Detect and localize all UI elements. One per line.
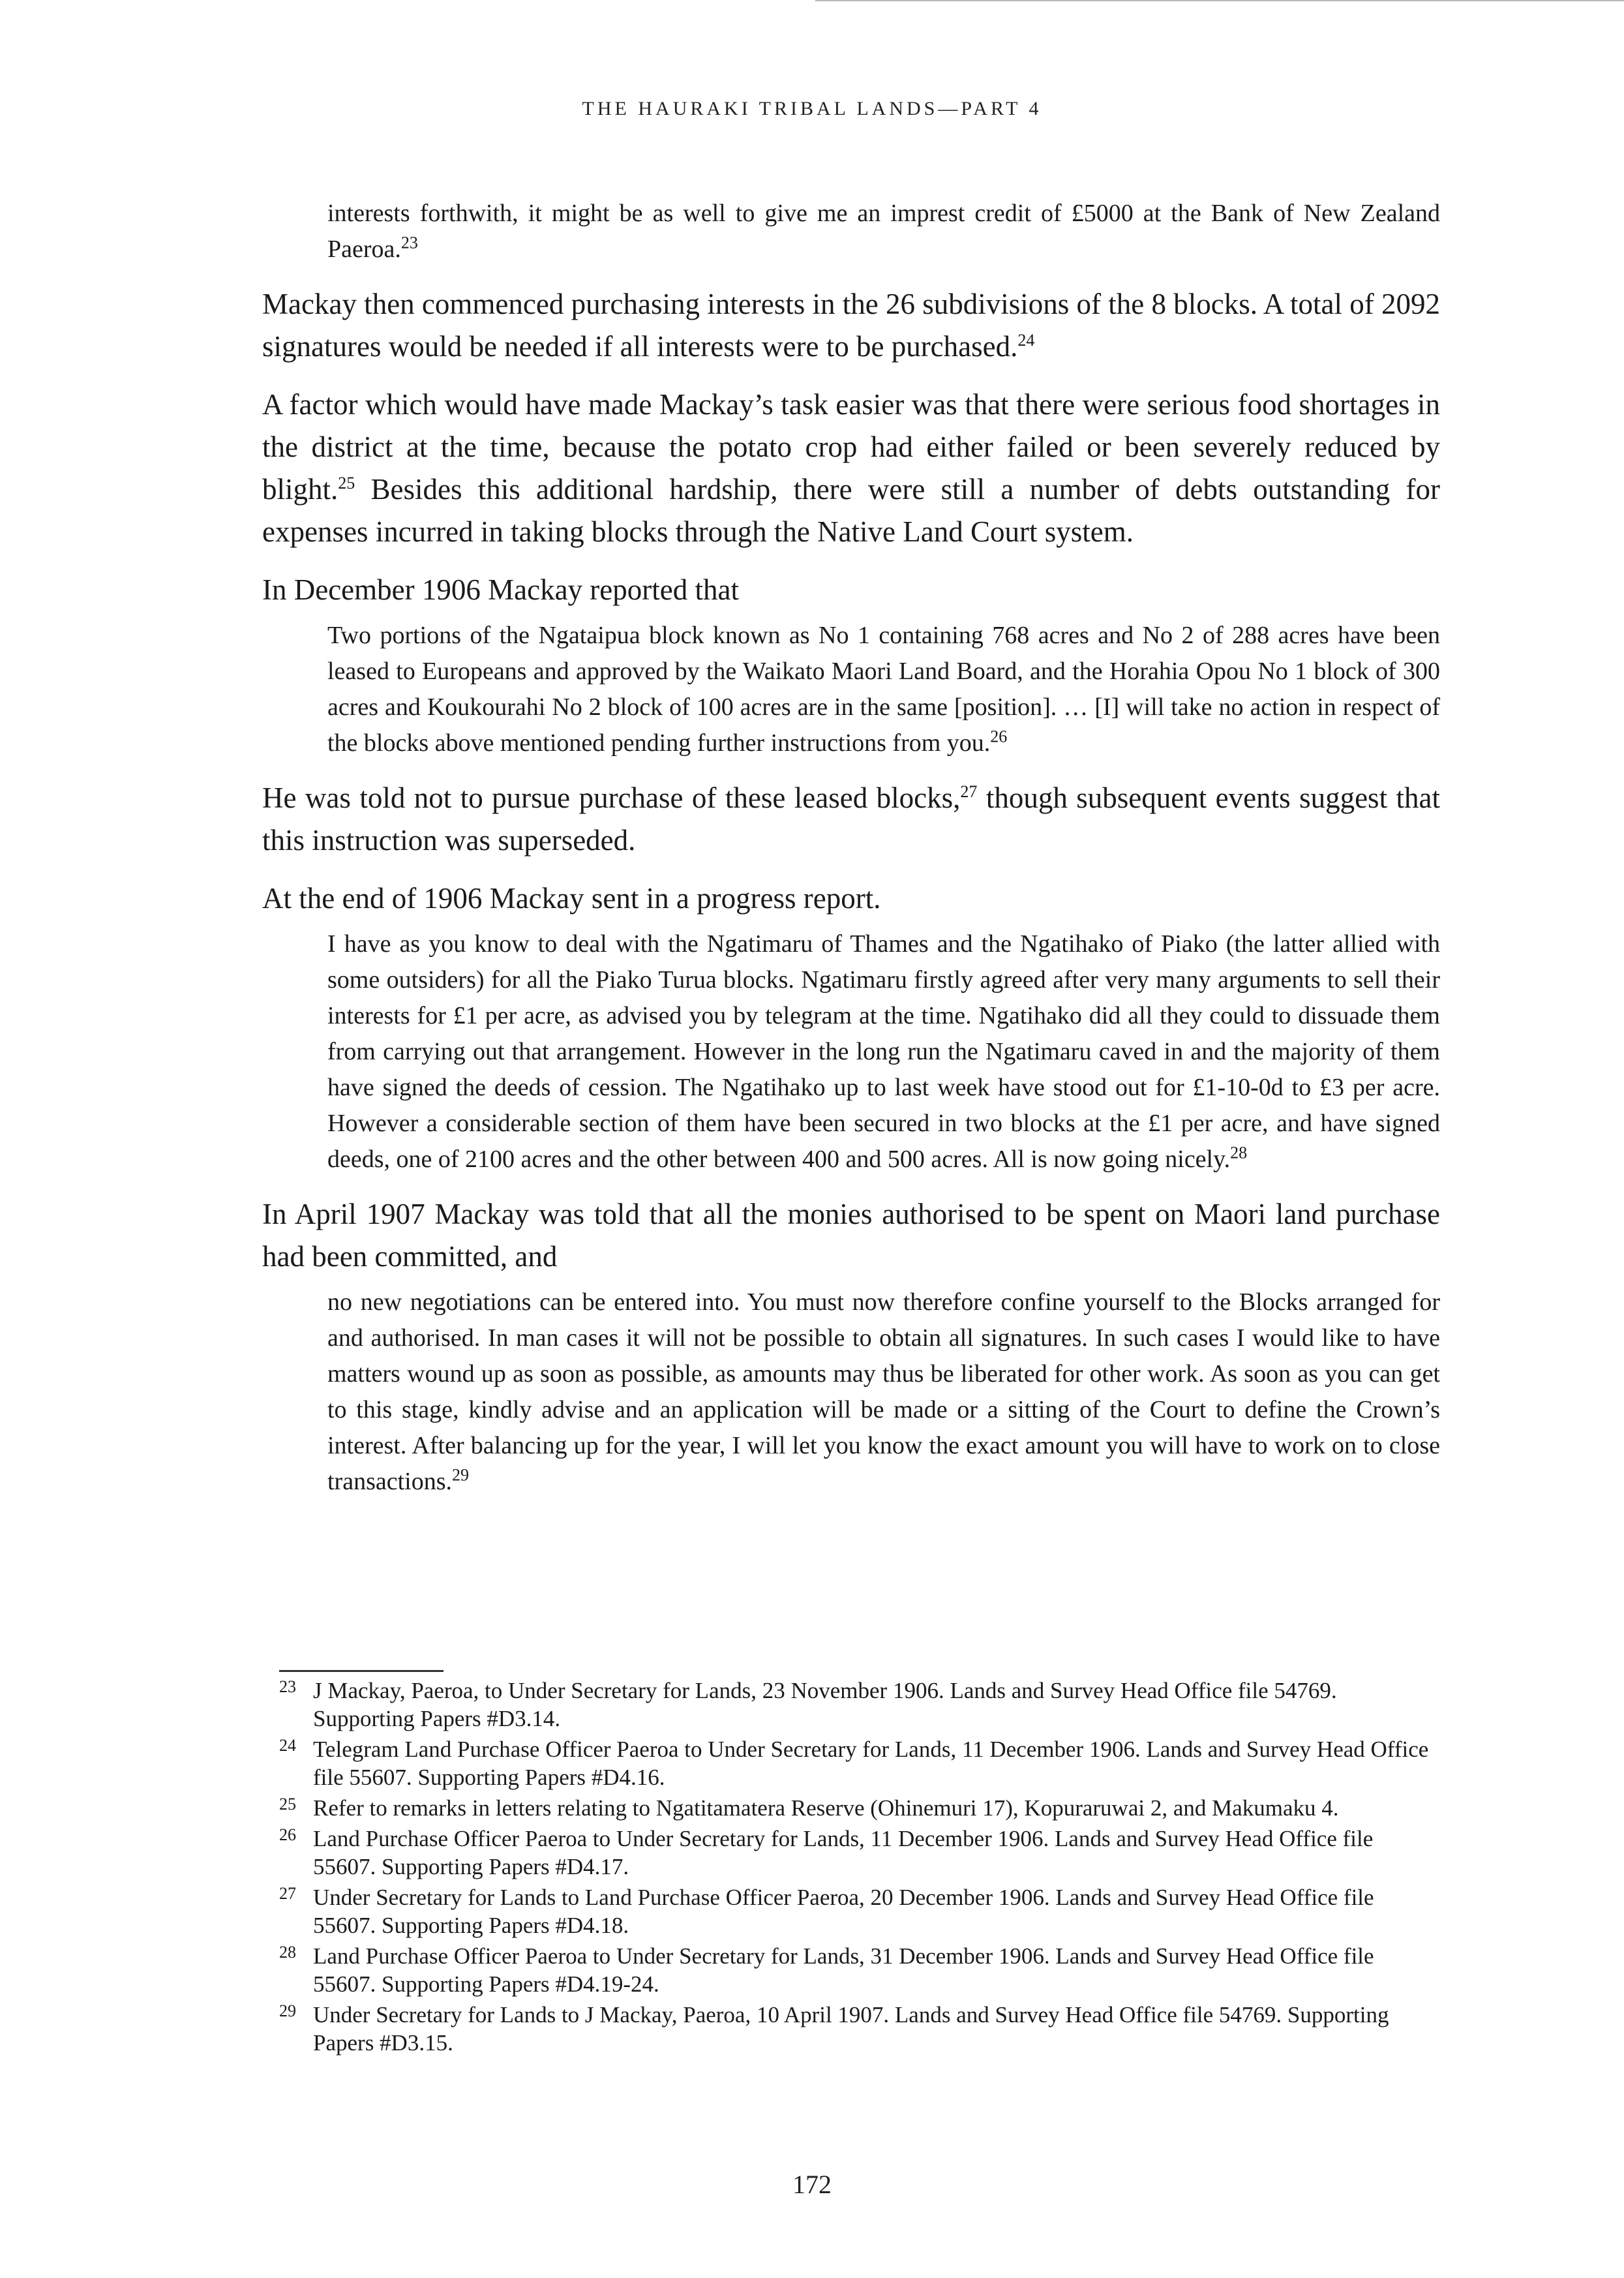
footnote-text: J Mackay, Paeroa, to Under Secretary for Lands, 23 November 1906. Lands and Survey Head Office file 54769. Supporting Papers #D3.14. [313,1678,1337,1731]
body-paragraph [262,1193,1440,1278]
footnotes [279,1677,1440,2059]
footnote [279,1735,1440,1791]
body-paragraph [262,777,1440,862]
quote-text: interests forthwith, it might be as well to give me an imprest credit of £5000 at the Bank of New Zealand Paeroa. [327,200,1440,263]
top-rule [815,0,1624,1]
paragraph-text: Besides this additional hardship, there were still a number of debts outstanding for expenses incurred in taking blocks through the Native Land Court system. [262,473,1440,548]
footnote-ref: 28 [1230,1143,1248,1162]
paragraph-text: Mackay then commenced purchasing interests in the 26 subdivisions of the 8 blocks. A total of 2092 signatures would be needed if all interests were to be purchased. [262,288,1440,363]
footnote [279,1883,1440,1939]
quote-text: Two portions of the Ngataipua block known as No 1 containing 768 acres and No 2 of 288 acres have been leased to Europeans and approved by the Waikato Maori Land Board, and the Horahia Opou No 1 block of 300 acres and Koukourahi No 2 block of 100 acres are in the same [position]. … [I] will take no action in respect of the blocks above mentioned pending further instructions from you. [327,622,1440,757]
footnote-number: 29 [279,2001,296,2020]
main-text [262,196,1440,1515]
footnote-ref: 29 [452,1465,470,1485]
footnote-text: Telegram Land Purchase Officer Paeroa to Under Secretary for Lands, 11 December 1906. Lands and Survey Head Office file 55607. Supporting Papers #D4.16. [313,1737,1429,1790]
footnote-ref: 23 [400,233,418,252]
footnote-text: Land Purchase Officer Paeroa to Under Secretary for Lands, 11 December 1906. Lands and Survey Head Office file 55607. Supporting Papers #D4.17. [313,1826,1374,1879]
body-paragraph [262,283,1440,368]
quote-text: I have as you know to deal with the Ngatimaru of Thames and the Ngatihako of Piako (the latter allied with some outsiders) for all the Piako Turua blocks. Ngatimaru firstly agreed after very many arguments to sell their interests for £1 per acre, as advised you by telegram at the time. Ngatihako did all they could to dissuade them from carrying out that arrangement. However in the long run the Ngatimaru caved in and the majority of them have signed the deeds of cession. The Ngatihako up to last week have stood out for £1-10-0d to £3 per acre. However a considerable section of them have been secured in two blocks at the £1 per acre, and have signed deeds, one of 2100 acres and the other between 400 and 500 acres. All is now going nicely. [327,930,1440,1173]
footnote-number: 23 [279,1677,296,1696]
footnote [279,1942,1440,1998]
paragraph-text: He was told not to pursue purchase of these leased blocks, [262,782,961,814]
footnote-text: Under Secretary for Lands to J Mackay, Paeroa, 10 April 1907. Lands and Survey Head Office file 54769. Supporting Papers #D3.15. [313,2002,1389,2056]
footnote-number: 26 [279,1825,296,1844]
footnote [279,1794,1440,1822]
footnote-number: 27 [279,1884,296,1903]
paragraph-text: At the end of 1906 Mackay sent in a progress report. [262,882,881,915]
footnote-text: Under Secretary for Lands to Land Purchase Officer Paeroa, 20 December 1906. Lands and Survey Head Office file 55607. Supporting Papers #D4.18. [313,1885,1374,1938]
footnote-ref: 25 [338,474,355,493]
footnote [279,1825,1440,1881]
block-quote [327,618,1440,761]
body-paragraph [262,384,1440,553]
body-paragraph [262,569,1440,611]
page-number: 172 [792,2170,832,2199]
paragraph-text: though subsequent events suggest that this instruction was superseded. [262,782,1440,857]
footnote-ref: 24 [1017,331,1035,350]
footnote-text: Land Purchase Officer Paeroa to Under Secretary for Lands, 31 December 1906. Lands and Survey Head Office file 55607. Supporting Papers #D4.19-24. [313,1943,1374,1997]
footnote-ref: 26 [990,727,1008,746]
footnote-number: 25 [279,1795,296,1814]
footnote-text: Refer to remarks in letters relating to Ngatitamatera Reserve (Ohinemuri 17), Kopuraruwai 2, and Makumaku 4. [313,1795,1339,1821]
footnote-number: 28 [279,1943,296,1962]
body-paragraph [262,877,1440,920]
footnote-number: 24 [279,1736,296,1755]
footnote-ref: 27 [960,782,978,801]
block-quote [327,196,1440,267]
footnote [279,1677,1440,1733]
footnote [279,2001,1440,2057]
block-quote [327,926,1440,1177]
running-head: THE HAURAKI TRIBAL LANDS—PART 4 [582,98,1042,119]
block-quote [327,1284,1440,1500]
paragraph-text: In April 1907 Mackay was told that all the monies authorised to be spent on Maori land purchase had been committed, and [262,1198,1440,1273]
footnote-rule [279,1670,444,1672]
paragraph-text: A factor which would have made Mackay’s task easier was that there were serious food shortages in the district at the time, because the potato crop had either failed or been severely reduced by blight. [262,388,1440,506]
paragraph-text: In December 1906 Mackay reported that [262,573,739,606]
quote-text: no new negotiations can be entered into. You must now therefore confine yourself to the Blocks arranged for and authorised. In man cases it will not be possible to obtain all signatures. In such cases I would like to have matters wound up as soon as possible, as amounts may thus be liberated for other work. As soon as you can get to this stage, kindly advise and an application will be made or a sitting of the Court to define the Crown’s interest. After balancing up for the year, I will let you know the exact amount you will have to work on to close transactions. [327,1288,1440,1495]
